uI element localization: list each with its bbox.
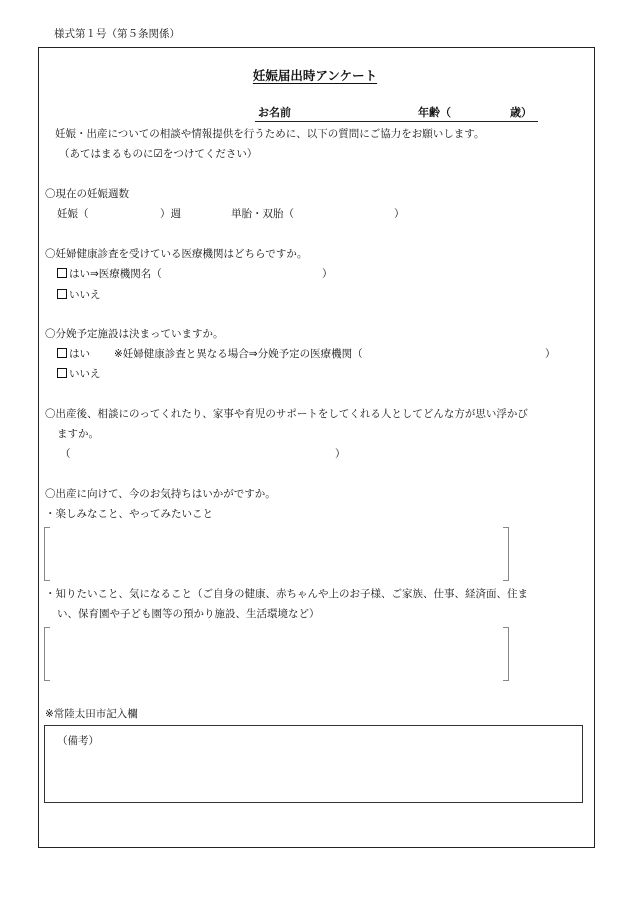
q4-close-paren: ） bbox=[335, 448, 346, 460]
form-number: 様式第１号（第５条関係） bbox=[54, 28, 180, 40]
q3-yes-checkbox[interactable] bbox=[57, 348, 67, 358]
q2-no-option bbox=[57, 288, 101, 302]
name-age-underline bbox=[255, 121, 538, 122]
q5-sub1: ・楽しみなこと、やってみたいこと bbox=[45, 508, 213, 520]
page-title: 妊娠届出時アンケート bbox=[252, 68, 378, 83]
q1-weeks-label: 妊娠（ bbox=[57, 208, 89, 220]
q5-answer2-field[interactable] bbox=[52, 629, 500, 679]
q5-answer1-left-bracket bbox=[44, 527, 50, 581]
q3-yes-option bbox=[57, 347, 90, 361]
q3-note-close: ） bbox=[545, 348, 556, 360]
q3-no-label: いいえ bbox=[69, 368, 101, 380]
age-unit: 歳） bbox=[510, 106, 532, 119]
q2-yes-option bbox=[57, 267, 162, 281]
q5-sub2-line-2: い、保育園や子ども園等の預かり施設、生活環境など） bbox=[57, 608, 320, 620]
q1-type-close: ） bbox=[394, 208, 405, 220]
office-title: ※常陸太田市記入欄 bbox=[45, 708, 138, 720]
q2-yes-label: はい⇒医療機関名（ bbox=[69, 268, 162, 280]
q1-type-label: 単胎・双胎（ bbox=[231, 208, 294, 220]
q4-title-line-1: 〇出産後、相談にのってくれたり、家事や育児のサポートをしてくれる人としてどんな方が思い浮かび bbox=[45, 408, 528, 420]
q5-answer2-right-bracket bbox=[503, 627, 509, 681]
q4-open-paren: （ bbox=[60, 448, 71, 460]
q3-note: ※妊婦健康診査と異なる場合⇒分娩予定の医療機関（ bbox=[114, 348, 363, 360]
q4-title-line-2: ますか。 bbox=[57, 428, 99, 440]
q5-title: 〇出産に向けて、今のお気持ちはいかがですか。 bbox=[45, 488, 276, 500]
q5-answer2-left-bracket bbox=[44, 627, 50, 681]
remarks-label: （備考） bbox=[57, 735, 99, 747]
q3-no-checkbox[interactable] bbox=[57, 368, 67, 378]
name-label: お名前 bbox=[258, 106, 291, 119]
q1-weeks-unit: ）週 bbox=[160, 208, 181, 220]
q1-title: 〇現在の妊娠週数 bbox=[45, 188, 129, 200]
intro-line-2: （あてはまるものに☑をつけてください） bbox=[59, 148, 258, 160]
q3-no-option bbox=[57, 367, 101, 381]
q3-title: 〇分娩予定施設は決まっていますか。 bbox=[45, 328, 224, 340]
q2-no-checkbox[interactable] bbox=[57, 289, 67, 299]
intro-line-1: 妊娠・出産についての相談や情報提供を行うために、以下の質問にご協力をお願いします。 bbox=[55, 128, 485, 140]
q2-title: 〇妊婦健康診査を受けている医療機関はどちらですか。 bbox=[45, 248, 308, 260]
q3-yes-label: はい bbox=[69, 348, 90, 360]
q2-no-label: いいえ bbox=[69, 289, 101, 301]
q2-yes-checkbox[interactable] bbox=[57, 268, 67, 278]
q5-sub2-line-1: ・知りたいこと、気になること（ご自身の健康、赤ちゃんや上のお子様、ご家族、仕事、経済面、住ま bbox=[45, 588, 528, 600]
q2-yes-close: ） bbox=[322, 268, 333, 280]
q5-answer1-right-bracket bbox=[503, 527, 509, 581]
age-label: 年齢（ bbox=[418, 106, 451, 119]
q5-answer1-field[interactable] bbox=[52, 529, 500, 579]
remarks-box[interactable] bbox=[44, 725, 583, 803]
